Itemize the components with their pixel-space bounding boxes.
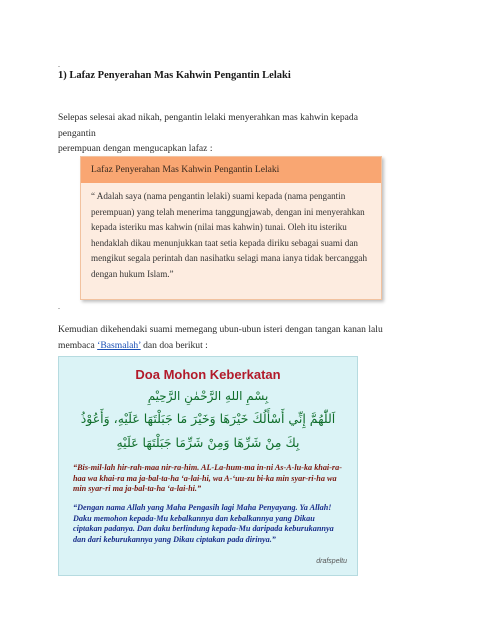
doa-image-title: Doa Mohon Keberkatan xyxy=(135,367,281,382)
quote-line: mengikut segala perintah dan nasihatku selagi mana ianya tidak bercanggah xyxy=(91,253,367,264)
doa-image xyxy=(58,356,358,576)
arabic-line-2: بِكَ مِنْ شَرِّهَا وَمِنْ شَرِّمَا جَبَلْتَهَا عَلَيْهِ xyxy=(116,435,300,450)
quote-box-title: Lafaz Penyerahan Mas Kahwin Pengantin Lelaki xyxy=(81,157,381,183)
section-heading: 1) Lafaz Penyerahan Mas Kahwin Pengantin Lelaki xyxy=(58,70,291,81)
doa-translation: “Dengan nama Allah yang Maha Pengasih lagi Maha Penyayang. Ya Allah! Daku memohon kepada-Mu kebalkannya dan kebalkannya yang Dikau ciptakan padanya. Dan daku berlindung kepada-Mu daripada keburukannya dan dari keburukannya yang Dikau ciptakan pada dirinya.” xyxy=(73,503,334,544)
para2-post-text: dan doa berikut : xyxy=(140,339,208,351)
doa-transliteration: “Bis-mil-lah hir-rah-maa nir-ra-him. AL-La-hum-ma in-ni As-A-lu-ka khai-ra-haa wa khai-ra ma ja-bal-ta-ha ‘a-lai-hi, wa A-‘uu-zu bi-ka min syar-ri-ha wa min syar-ri ma ja-bal-ta-ha ‘a-lai-hi.” xyxy=(73,463,342,493)
para2-line-2 xyxy=(58,338,398,354)
intro-paragraph xyxy=(58,110,388,157)
lafaz-quote-box xyxy=(80,156,382,300)
image-watermark: drafspeltu xyxy=(316,558,347,565)
arabic-line-1: اَللّٰهُمَّ إِنِّي أَسْأَلُكَ خَيْرَهَا وَخَيْرَ مَا جَبَلْتَهَا عَلَيْهِ، وَأَعُوْذُ xyxy=(80,411,336,426)
intro-line-2: perempuan dengan mengucapkan lafaz : xyxy=(58,143,213,154)
quote-line: perempuan) yang telah menerima tanggungjawab, dengan ini menyerahkan xyxy=(91,206,365,217)
second-paragraph xyxy=(58,322,398,353)
intro-line-1: Selepas selesai akad nikah, pengantin lelaki menyerahkan mas kahwin kepada pengantin xyxy=(58,112,358,139)
para2-line-1: Kemudian dikehendaki suami memegang ubun-ubun isteri dengan tangan kanan lalu xyxy=(58,324,383,335)
page-marker-mid: . xyxy=(58,302,60,311)
arabic-basmalah: بِسْمِ اللهِ الرَّحْمٰنِ الرَّحِيْمِ xyxy=(147,389,269,403)
quote-line: hendaklah dikau menunjukkan taat setia kepada diriku sebagai suami dan xyxy=(91,237,358,248)
quote-line: kepada isteriku mas kahwin (nilai mas kahwin) tunai. Oleh itu isteriku xyxy=(91,222,347,233)
quote-line: dengan hukum Islam.” xyxy=(91,268,174,279)
quote-line: “ Adalah saya (nama pengantin lelaki) suami kepada (nama pengantin xyxy=(91,191,346,201)
para2-pre-text: membaca xyxy=(58,339,98,351)
page-marker-top: . xyxy=(58,60,60,69)
quote-box-body xyxy=(81,183,381,283)
basmalah-link[interactable]: ‘Basmalah’ xyxy=(97,339,141,351)
